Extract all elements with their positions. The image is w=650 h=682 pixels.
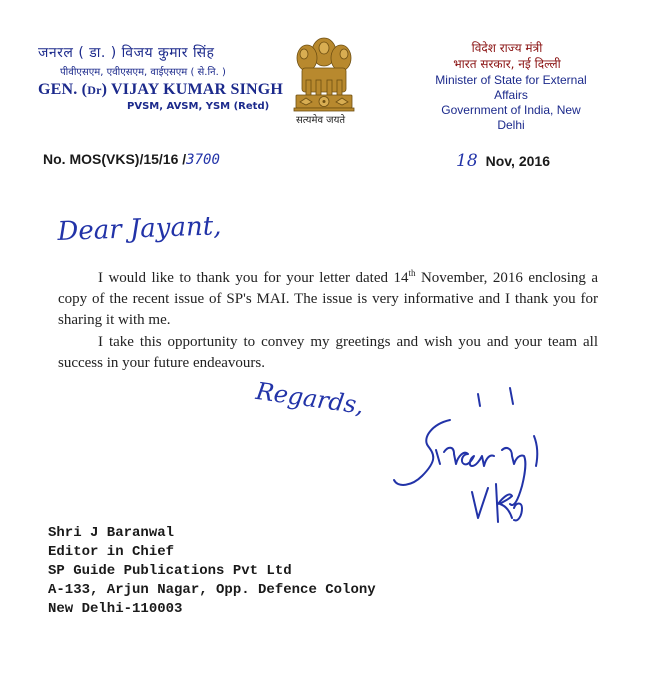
addressee-line: Editor in Chief <box>48 544 175 560</box>
body-p2: I take this opportunity to convey my greetings and wish you and your team all success in your future endeavours. <box>58 334 598 371</box>
addressee-line: SP Guide Publications Pvt Ltd <box>48 563 292 579</box>
addressee-line: A-133, Arjun Nagar, Opp. Defence Colony <box>48 582 376 598</box>
date-month-year: Nov, 2016 <box>485 153 550 169</box>
body-paragraph-1 <box>58 263 598 331</box>
reference-number-handwritten: 3700 <box>186 152 220 168</box>
emblem-motto: सत्यमेव जयते <box>296 115 346 126</box>
addressee-line: New Delhi-110003 <box>48 601 183 617</box>
salutation: Dear Jayant, <box>56 211 222 247</box>
body-p1-part2: November, 2016 enclosing a copy of the recent issue of SP's MAI. The issue is very informative and I thank you for sharing it with me. <box>58 270 598 328</box>
office-hindi-line2: भारत सरकार, नई दिल्ली <box>453 57 561 71</box>
body-p1-part1: I would like to thank you for your letter dated 14 <box>98 270 409 286</box>
addressee-block <box>48 524 376 619</box>
sender-decorations: PVSM, AVSM, YSM (Retd) <box>127 101 270 112</box>
office-english-line1: Minister of State for External Affairs <box>435 73 587 102</box>
office-hindi <box>432 40 582 72</box>
closing-sincerely <box>0 0 1 1</box>
sender-name-rest: ) VIJAY KUMAR SINGH <box>101 81 284 98</box>
closing-regards: Regards, <box>254 377 366 420</box>
handwritten-signature <box>392 380 592 530</box>
sender-name-dr: Dr <box>87 83 102 97</box>
sender-name-hindi: जनरल ( डा. ) विजय कुमार सिंह <box>38 45 215 61</box>
body-paragraph-2 <box>58 332 598 374</box>
letter-date <box>456 151 550 171</box>
sender-decorations-hindi: पीवीएसएम, एवीएसएम, वाईएसएम ( से.नि. ) <box>60 67 226 78</box>
body-p1-sup: th <box>408 268 416 278</box>
reference-number-printed: No. MOS(VKS)/15/16 / <box>43 151 187 167</box>
office-english <box>426 73 596 133</box>
office-english-line2: Government of India, New Delhi <box>441 103 581 132</box>
sender-name <box>38 81 283 99</box>
date-day-handwritten: 18 <box>456 151 478 171</box>
office-hindi-line1: विदेश राज्य मंत्री <box>471 41 543 55</box>
sender-name-prefix: GEN. ( <box>38 81 88 98</box>
reference-number <box>43 151 220 168</box>
addressee-line: Shri J Baranwal <box>48 525 175 541</box>
